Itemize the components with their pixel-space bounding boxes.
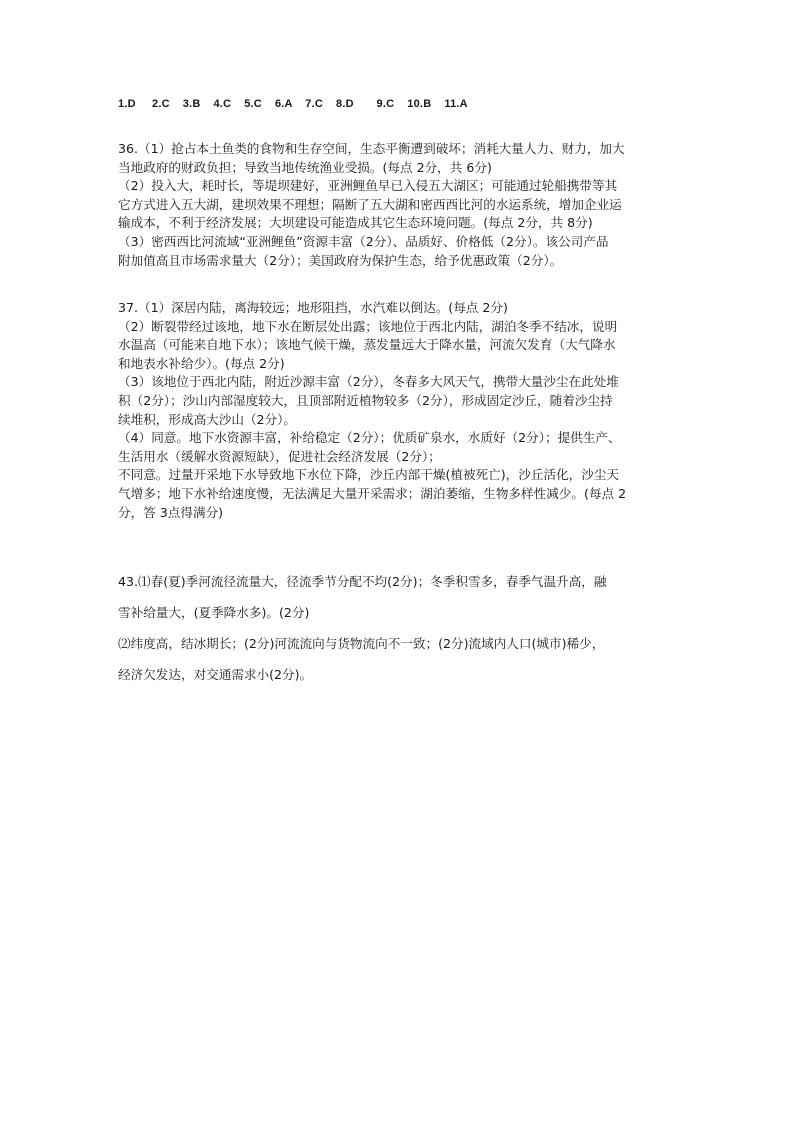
q43-line: ⑵纬度高，结冰期长；(2分)河流流向与货物流向不一致；(2分)流域内人口(城市)稀少， — [118, 636, 605, 651]
q37-line: 积（2分）；沙山内部湿度较大，且顶部附近植物较多（2分），形成固定沙丘，随着沙尘持 — [118, 392, 613, 408]
q36-line: 当地政府的财政负担；导致当地传统渔业受损。(每点 2分，共 6分) — [118, 159, 492, 175]
multiple-choice-answers: 1.D 2.C 3.B 4.C 5.C 6.A 7.C 8.D 9.C 10.B 11.A — [118, 98, 468, 110]
q36-line: 附加值高且市场需求量大（2分）；美国政府为保护生态，给予优惠政策（2分）。 — [118, 252, 563, 268]
q37-line: 和地表水补给少）。(每点 2分) — [118, 355, 285, 371]
q37-line: 气增多；地下水补给速度慢，无法满足大量开采需求；湖泊萎缩，生物多样性减少。(每点 2 — [118, 485, 627, 501]
q36-line: 它方式进入五大湖，建坝效果不理想；隔断了五大湖和密西西比河的水运系统，增加企业运 — [118, 196, 622, 212]
q37-line: 37.（1）深居内陆，离海较远；地形阻挡，水汽难以倒达。(每点 2分) — [118, 300, 508, 315]
q37-line: 不同意。过量开采地下水导致地下水位下降，沙丘内部干燥(植被死亡)，沙丘活化，沙尘天 — [118, 467, 619, 483]
q37-line: 续堆积，形成高大沙山（2分）。 — [118, 411, 297, 427]
q37-line: （4）同意。地下水资源丰富，补给稳定（2分）；优质矿泉水，水质好（2分）；提供生产、 — [118, 430, 621, 446]
q37-line: 水温高（可能来自地下水）；该地气候干燥，蒸发量远大于降水量，河流欠发育（大气降水 — [118, 337, 616, 353]
q43-line: 43.⑴春(夏)季河流径流量大，径流季节分配不均(2分)；冬季积雪多，春季气温升高，融 — [118, 574, 607, 589]
q36-line: 36.（1）抢占本土鱼类的食物和生存空间，生态平衡遭到破坏；消耗大量人力、财力，加大 — [118, 141, 625, 156]
q36-line: （3）密西西比河流域“亚洲鲤鱼”资源丰富（2分）、品质好、价格低（2分）。该公司产品 — [118, 233, 609, 249]
q36-line: （2）投入大，耗时长，等堤坝建好，亚洲鲤鱼早已入侵五大湖区；可能通过轮船携带等其 — [118, 178, 618, 194]
q37-line: 分，答 3点得满分) — [118, 504, 224, 520]
q43-line: 雪补给量大，(夏季降水多)。(2分) — [118, 605, 310, 620]
question-37-answer — [118, 299, 678, 522]
q37-line: （3）该地位于西北内陆，附近沙源丰富（2分），冬春多大风天气，携带大量沙尘在此处堆 — [118, 374, 619, 390]
q36-line: 输成本，不利于经济发展；大坝建设可能造成其它生态环境问题。(每点 2分，共 8分) — [118, 215, 593, 231]
q43-line: 经济欠发达，对交通需求小(2分)。 — [118, 667, 313, 682]
question-36-answer — [118, 140, 678, 270]
q37-line: （2）断裂带经过该地，地下水在断层处出露；该地位于西北内陆，湖泊冬季不结冰，说明 — [118, 318, 618, 334]
q37-line: 生活用水（缓解水资源短缺），促进社会经济发展（2分）； — [118, 448, 441, 464]
